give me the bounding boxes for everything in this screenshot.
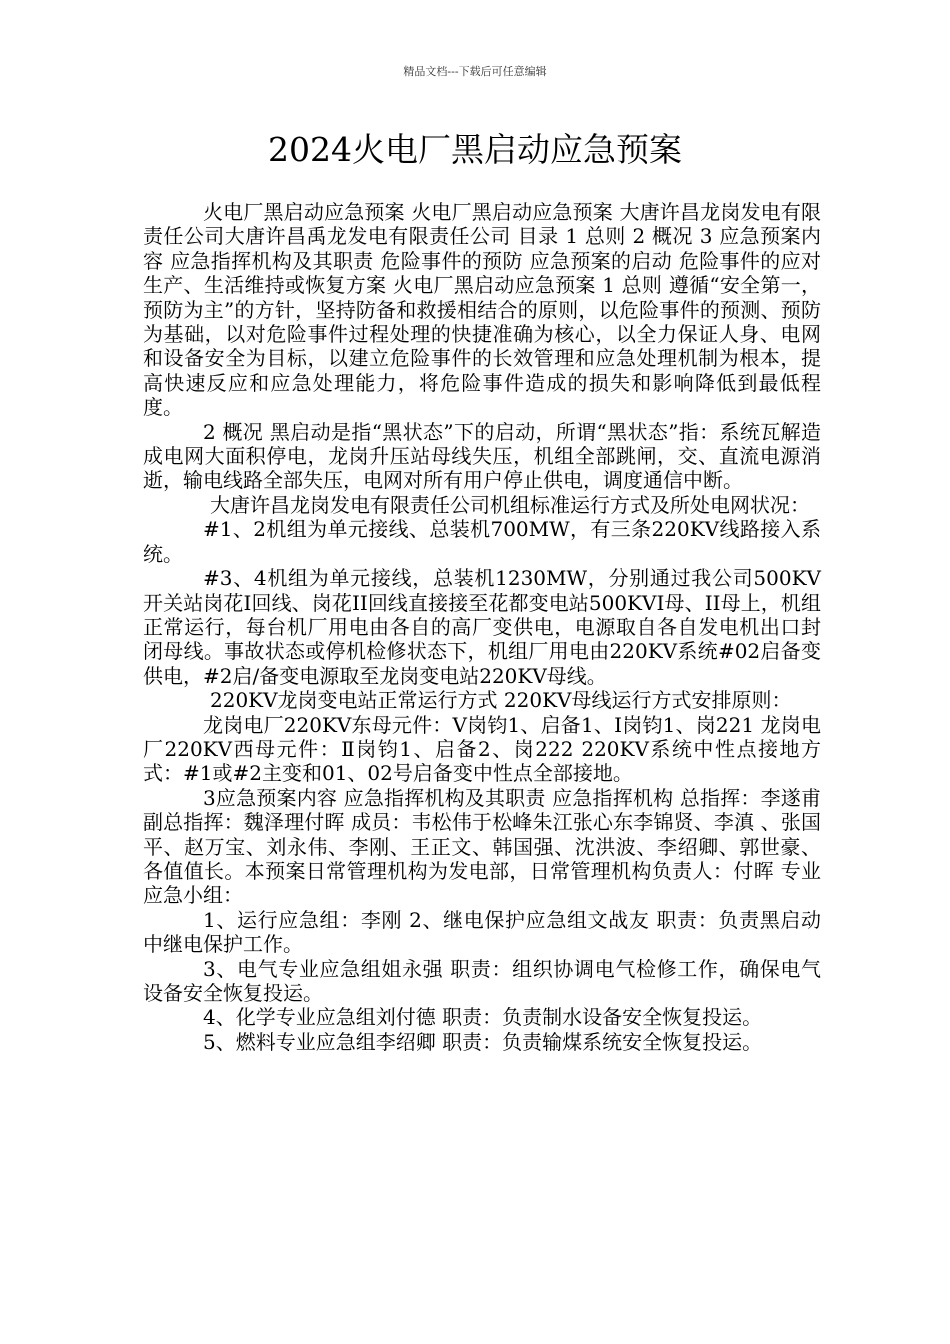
paragraph-team-4: 4、化学专业应急组刘付德 职责：负责制水设备安全恢复投运。 [203,1005,763,1030]
document-body [143,200,821,1054]
document-title: 2024火电厂黑启动应急预案 [268,130,682,169]
paragraph-team-1-2: 1、运行应急组：李刚 2、继电保护应急组文战友 职责：负责黑启动中继电保护工作。 [143,907,821,957]
paragraph-units-3-4: #3、4机组为单元接线，总装机1230MW，分别通过我公司500KV 开关站岗花Ⅰ回线、岗花II回线直接接至花都变电站500KVⅠ母、II母上，机组正常运行，每台机厂用电由各自的高厂变供电，电源取自各自发电机出口封闭母线。事故状态或停机检修状态下，机组厂用电由220KV系统#02启备变供电，#2启/备变电源取至龙岗变电站220KV母线。 [143,566,821,688]
page-header: 精品文档---下载后可任意编辑 [403,65,547,78]
paragraph-operation-mode-intro: 大唐许昌龙岗发电有限责任公司机组标准运行方式及所处电网状况： [210,492,810,517]
paragraph-substation-mode: 220KV龙岗变电站正常运行方式 220KV母线运行方式安排原则： [210,688,792,713]
paragraph-overview: 2 概况 黑启动是指“黑状态”下的启动，所谓“黑状态”指：系统瓦解造成电网大面积停电，龙岗升压站母线失压，机组全部跳闸，交、直流电源消逝，输电线路全部失压，电网对所有用户停止供电，调度通信中断。 [143,419,821,493]
paragraph-units-1-2: #1、2机组为单元接线、总装机700MW，有三条220KV线路接入系统。 [143,517,821,566]
paragraph-general: 火电厂黑启动应急预案 火电厂黑启动应急预案 大唐许昌龙岗发电有限责任公司大唐许昌禹龙发电有限责任公司 目录 1 总则 2 概况 3 应急预案内容 应急指挥机构及其职责 危险事件的预防 应急预案的启动 危险事件的应对 生产、生活维持或恢复方案 火电厂黑启动应急预案 1 总则 遵循“安全第一，预防为主”的方针，坚持防备和救援相结合的原则，以危险事件的预测、预防为基础，以对危险事件过程处理的快捷准确为核心，以全力保证人身、电网和设备安全为目标，以建立危险事件的长效管理和应急处理机制为根本，提高快速反应和应急处理能力，将危险事件造成的损失和影响降低到最低程度。 [143,200,821,420]
paragraph-team-3: 3、电气专业应急组姐永强 职责：组织协调电气检修工作，确保电气设备安全恢复投运。 [143,956,821,1005]
paragraph-team-5: 5、燃料专业应急组李绍卿 职责：负责输煤系统安全恢复投运。 [203,1029,763,1054]
paragraph-emergency-command: 3应急预案内容 应急指挥机构及其职责 应急指挥机构 总指挥：李遂甫 副总指挥：魏泽理付晖 成员：韦松伟于松峰朱江张心东李锦贤、李滇 、张国平、赵万宝、刘永伟、李刚、王正文、韩国强、沈洪波、李绍卿、郭世豪、各值值长。本预案日常管理机构为发电部，日常管理机构负责人：付晖 专业应急小组： [143,785,821,908]
paragraph-bus-elements: 龙岗电厂220KV东母元件：Ⅴ岗钧1、启备1、Ⅰ岗钧1、岗221 龙岗电厂220KV西母元件：Ⅱ岗钧1、启备2、岗222 220KV系统中性点接地方式：#1或#2主变和01、02号启备变中性点全部接地。 [143,712,821,786]
